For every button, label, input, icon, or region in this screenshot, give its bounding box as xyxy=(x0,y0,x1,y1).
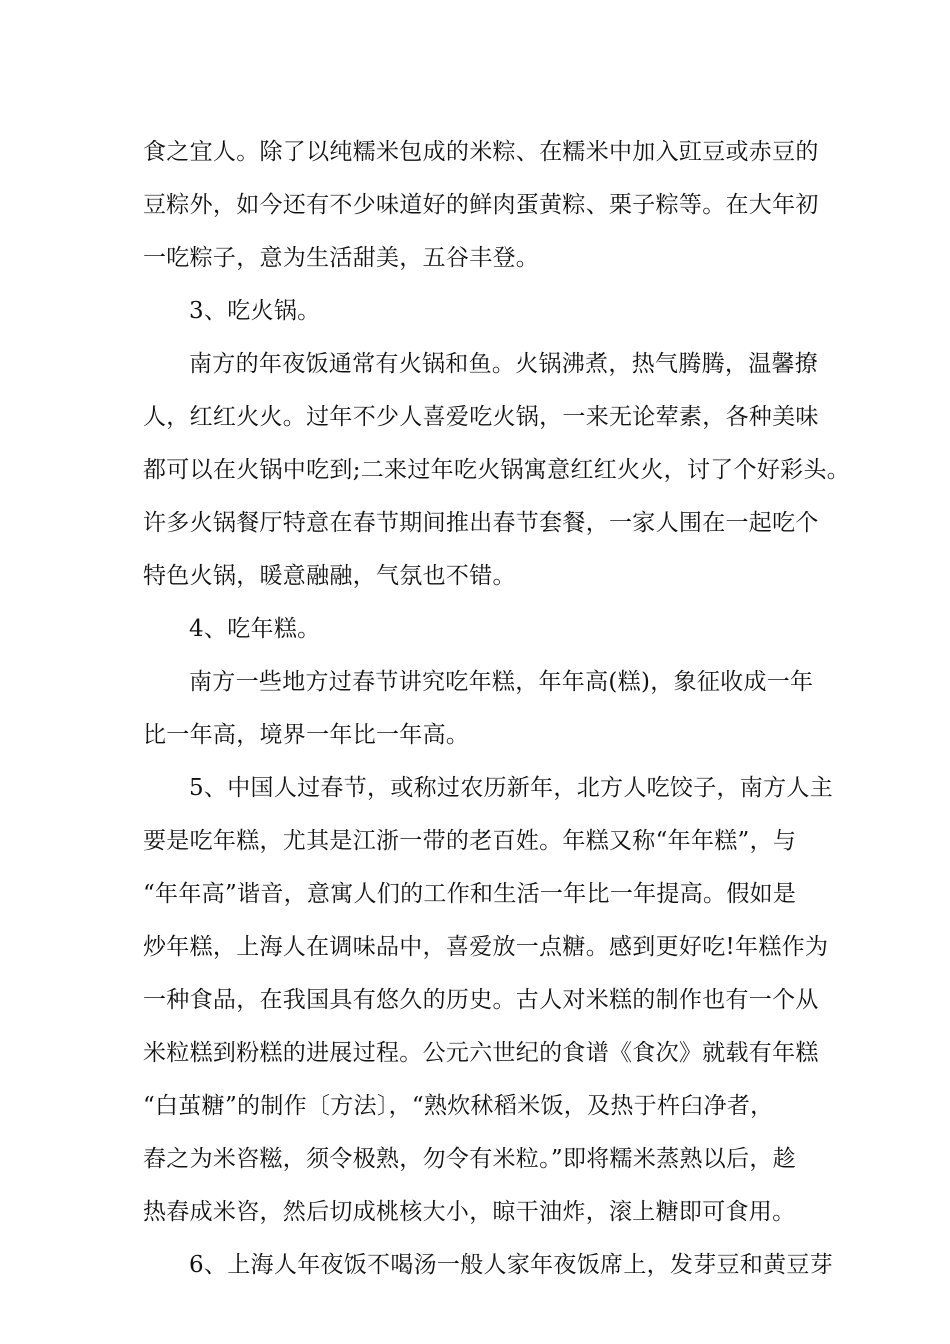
text-line: 特色火锅，暖意融融，气氛也不错。 xyxy=(143,563,516,589)
text-line: 5、中国人过春节，或称过农历新年，北方人吃饺子，南方人主 xyxy=(189,775,834,801)
text-line: 人，红红火火。过年不少人喜爱吃火锅，一来无论荤素，各种美味 xyxy=(143,404,819,430)
text-line: 南方一些地方过春节讲究吃年糕，年年高(糕)，象征收成一年 xyxy=(189,669,814,695)
text-line: 热舂成米咨，然后切成桃核大小，晾干油炸，滚上糖即可食用。 xyxy=(143,1199,796,1225)
text-line: 一种食品，在我国具有悠久的历史。古人对米糕的制作也有一个从 xyxy=(143,987,819,1013)
document-body xyxy=(143,126,851,1292)
text-line: “年年高”谐音，意寓人们的工作和生活一年比一年提高。假如是 xyxy=(143,881,797,907)
section-heading: 3、吃火锅。 xyxy=(189,298,321,324)
text-line: 都可以在火锅中吃到;二来过年吃火锅寓意红红火火，讨了个好彩头。 xyxy=(143,457,851,483)
text-line: “白茧糖”的制作〔方法〕，“熟炊秫稻米饭，及热于杵臼净者， xyxy=(143,1093,774,1119)
text-line: 要是吃年糕，尤其是江浙一带的老百姓。年糕又称“年年糕”，与 xyxy=(143,828,797,854)
section-heading: 4、吃年糕。 xyxy=(189,616,321,642)
text-line: 南方的年夜饭通常有火锅和鱼。火锅沸煮，热气腾腾，温馨撩 xyxy=(189,351,819,377)
text-line: 比一年高，境界一年比一年高。 xyxy=(143,722,470,748)
text-line: 一吃粽子，意为生活甜美，五谷丰登。 xyxy=(143,245,540,271)
text-line: 米粒糕到粉糕的进展过程。公元六世纪的食谱《食次》就载有年糕 xyxy=(143,1040,819,1066)
text-line: 炒年糕，上海人在调味品中，喜爱放一点糖。感到更好吃!年糕作为 xyxy=(143,934,829,960)
text-line: 6、上海人年夜饭不喝汤一般人家年夜饭席上，发芽豆和黄豆芽 xyxy=(189,1252,834,1278)
text-line: 豆粽外，如今还有不少味道好的鲜肉蛋黄粽、栗子粽等。在大年初 xyxy=(143,192,819,218)
text-line: 食之宜人。除了以纯糯米包成的米粽、在糯米中加入豇豆或赤豆的 xyxy=(143,139,819,165)
text-line: 许多火锅餐厅特意在春节期间推出春节套餐，一家人围在一起吃个 xyxy=(143,510,819,536)
text-line: 舂之为米咨糍，须令极熟，勿令有米粒。”即将糯米蒸熟以后，趁 xyxy=(143,1146,796,1172)
